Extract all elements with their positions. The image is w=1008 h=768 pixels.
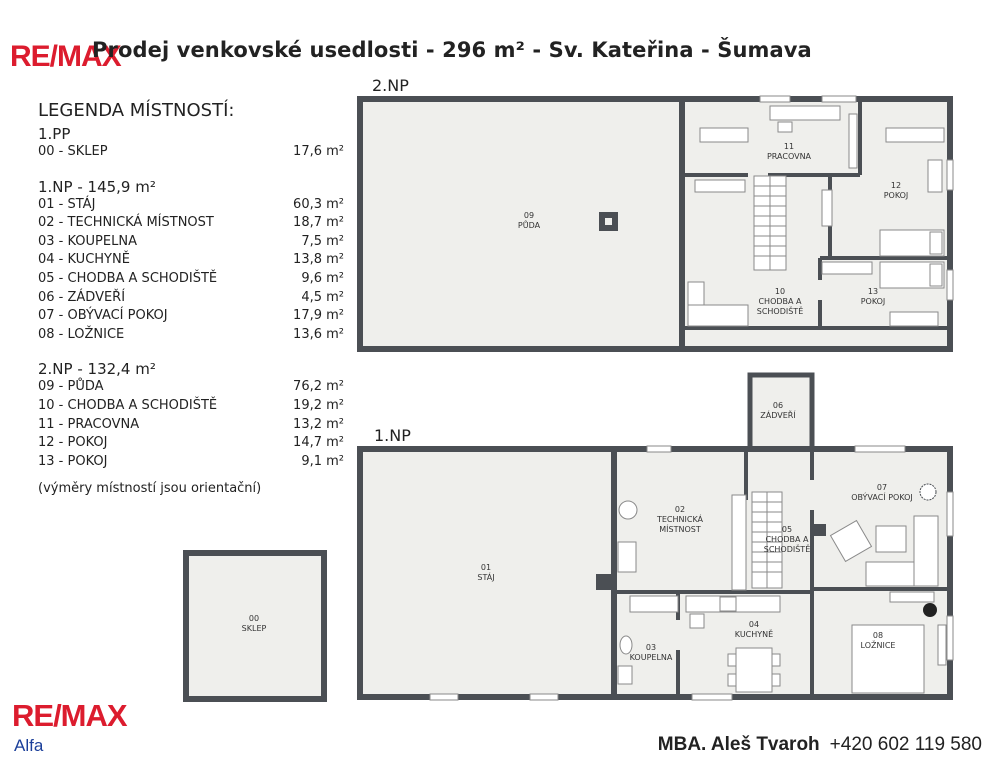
floor-label-2np: 2.NP: [372, 76, 409, 95]
upper-floor-plan: [360, 96, 953, 350]
legend-row: 00 - SKLEP 17,6 m²: [38, 144, 344, 159]
legend-row: 07 - OBÝVACÍ POKOJ 17,9 m²: [38, 308, 344, 324]
remax-office-name: Alfa: [14, 736, 44, 755]
room-label-line: 03: [645, 643, 657, 652]
room-label-line: POKOJ: [883, 191, 909, 200]
legend-note: (výměry místností jsou orientační): [38, 481, 262, 497]
room-label-line: PRACOVNA: [766, 152, 812, 161]
room-label-line: CHODBA A: [758, 297, 802, 306]
room-label-line: SCHODIŠTĚ: [763, 545, 811, 554]
room-label-line: 10: [774, 287, 786, 296]
room-label-line: 12: [890, 181, 902, 190]
room-label-line: MÍSTNOST: [659, 525, 701, 534]
agent-phone: +420 602 119 580: [829, 734, 982, 755]
legend-row: 12 - POKOJ 14,7 m²: [38, 435, 344, 451]
room-label-line: 13: [867, 287, 879, 296]
legend-row: 09 - PŮDA 76,2 m²: [38, 379, 344, 395]
legend-row: 11 - PRACOVNA 13,2 m²: [38, 416, 344, 432]
room-label-line: 04: [748, 620, 760, 629]
legend-row: 04 - KUCHYNĚ 13,8 m²: [38, 252, 344, 268]
legend-row: 06 - ZÁDVEŘÍ 4,5 m²: [38, 289, 344, 305]
room-label-line: PŮDA: [517, 221, 541, 230]
legend-row: 13 - POKOJ 9,1 m²: [38, 453, 344, 469]
remax-logo-top: RE/MAX: [10, 40, 121, 73]
room-label-line: POKOJ: [860, 297, 886, 306]
legend-heading-1pp: 1.PP: [38, 125, 71, 143]
floor-label-1np: 1.NP: [374, 426, 411, 445]
legend-title: LEGENDA MÍSTNOSTÍ:: [38, 100, 235, 121]
room-label-line: 05: [781, 525, 793, 534]
ground-floor-plan: [360, 375, 953, 700]
room-label-line: LOŽNICE: [860, 641, 896, 650]
room-label-line: 08: [872, 631, 884, 640]
room-label-line: 01: [480, 563, 492, 572]
legend-row: 03 - KOUPELNA 7,5 m²: [38, 233, 344, 249]
room-label-line: KOUPELNA: [629, 653, 673, 662]
room-label-line: 11: [783, 142, 795, 151]
legend-row: 05 - CHODBA A SCHODIŠTĚ 9,6 m²: [38, 270, 344, 286]
room-label-line: 06: [772, 401, 784, 410]
room-label-line: KUCHYNĚ: [734, 630, 774, 639]
legend-row: 08 - LOŽNICE 13,6 m²: [38, 326, 344, 342]
legend-heading-1np: 1.NP - 145,9 m²: [38, 177, 156, 196]
room-label-line: TECHNICKÁ: [656, 515, 704, 524]
room-label-line: OBÝVACÍ POKOJ: [851, 493, 913, 502]
agent-contact: [658, 734, 982, 756]
page-title: Prodej venkovské usedlosti - 296 m² - Sv. Kateřina - Šumava: [92, 38, 812, 62]
room-label-line: STÁJ: [477, 573, 495, 582]
legend-row: 02 - TECHNICKÁ MÍSTNOST 18,7 m²: [38, 215, 344, 231]
legend-row: 01 - STÁJ 60,3 m²: [38, 196, 344, 212]
room-label-line: 02: [674, 505, 686, 514]
room-label-line: ZÁDVEŘÍ: [760, 411, 796, 420]
room-label-line: 09: [523, 211, 535, 220]
legend-heading-2np: 2.NP - 132,4 m²: [38, 360, 156, 379]
room-label-line: 00: [248, 614, 260, 623]
room-label-line: CHODBA A: [765, 535, 809, 544]
room-label-line: SKLEP: [241, 624, 267, 633]
room-label-line: SCHODIŠTĚ: [756, 307, 804, 316]
remax-logo-bottom: RE/MAX: [12, 698, 127, 733]
agent-name: MBA. Aleš Tvaroh: [657, 734, 820, 755]
room-label-line: 07: [876, 483, 888, 492]
legend-row: 10 - CHODBA A SCHODIŠTĚ 19,2 m²: [38, 397, 344, 413]
